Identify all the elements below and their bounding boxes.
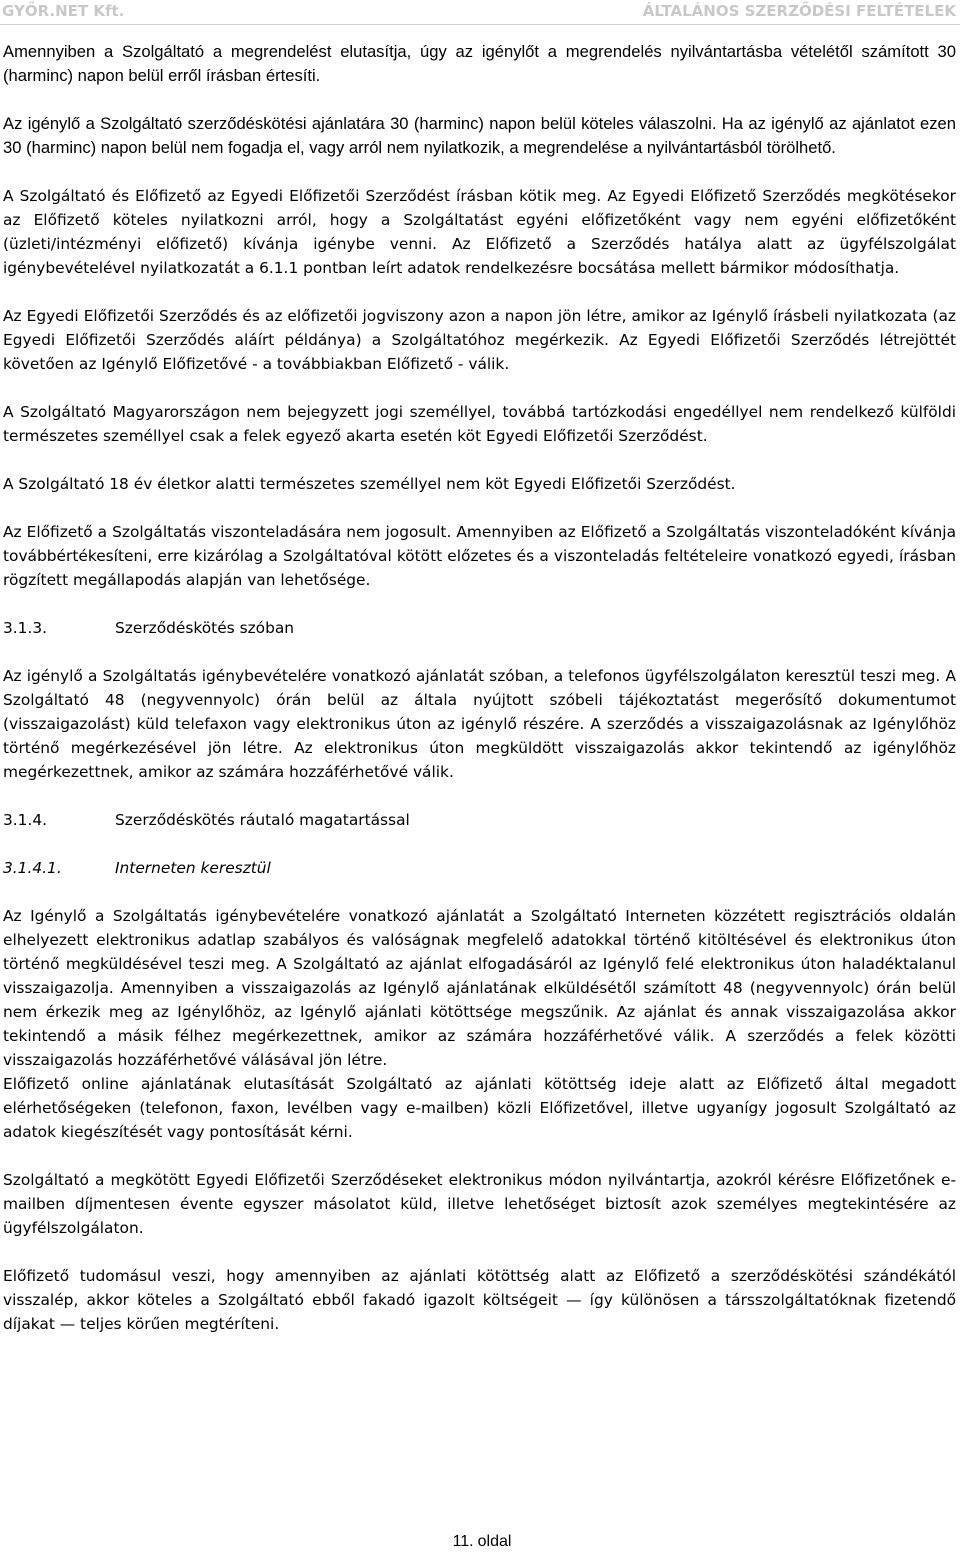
- page-footer: [0, 1533, 960, 1551]
- paragraph: Az Előfizető a Szolgáltatás viszonteladására nem jogosult. Amennyiben az Előfizető a Szolgáltatás viszonteladóként kívánja továbbértékesíteni, erre kizárólag a Szolgáltatóval kötött előzetes és a viszonteladás feltételeire vonatkozó egyedi, írásban rögzített megállapodás alapján van lehetősége.: [3, 523, 956, 589]
- paragraph: A Szolgáltató és Előfizető az Egyedi Előfizetői Szerződést írásban kötik meg. Az Egyedi Előfizető Szerződés megkötésekor az Előfizető köteles nyilatkozni arról, hogy a Szolgáltatást egyéni előfizetőként vagy nem egyéni előfizetőként (üzleti/intézményi előfizető) kívánja igénybe venni. Az Előfizető a Szerződés hatálya alatt az ügyfélszolgálat igénybevételével nyilatkozatát a 6.1.1 pontban leírt adatok rendelkezésre bocsátása mellett bármikor módosíthatja.: [3, 187, 956, 277]
- document-body: [3, 40, 956, 1360]
- section-number: 3.1.4.: [3, 811, 48, 829]
- paragraph: Az igénylő a Szolgáltatás igénybevételére vonatkozó ajánlatát szóban, a telefonos ügyfélszolgálaton keresztül teszi meg. A Szolgáltató 48 (negyvennyolc) órán belül az általa nyújtott szóbeli tájékoztatást megerősítő dokumentumot (visszaigazolást) küld telefaxon vagy elektronikus úton az igénylő részére. A szerződés a visszaigazolásnak az Igénylőhöz történő megérkezésével jön létre. Az elektronikus úton megküldött visszaigazolás akkor tekintendő az igénylőhöz megérkezettnek, amikor az számára hozzáférhetővé válik.: [3, 667, 956, 781]
- section-number: 3.1.4.1.: [3, 859, 62, 877]
- section-number: 3.1.3.: [3, 619, 48, 637]
- paragraph: A Szolgáltató 18 év életkor alatti természetes személlyel nem köt Egyedi Előfizetői Szerződést.: [3, 475, 736, 493]
- subsection-heading: [3, 856, 956, 880]
- section-heading: [3, 808, 956, 832]
- paragraph: Az igénylő a Szolgáltató szerződéskötési ajánlatára 30 (harminc) napon belül köteles válaszolni. Ha az igénylő az ajánlatot ezen 30 (harminc) napon belül nem fogadja el, vagy arról nem nyilatkozik, a megrendelése a nyilvántartásból törölhető.: [3, 114, 956, 157]
- company-name: GYŐR.NET Kft.: [2, 2, 125, 20]
- paragraph: Előfizető tudomásul veszi, hogy amennyiben az ajánlati kötöttség alatt az Előfizető a szerződéskötési szándékától visszalép, akkor köteles a Szolgáltató ebből fakadó igazolt költségeit — így különösen a társszolgáltatóknak fizetendő díjakat — teljes körűen megtéríteni.: [3, 1267, 956, 1333]
- page-header: [0, 0, 960, 25]
- paragraph: Az Egyedi Előfizetői Szerződés és az előfizetői jogviszony azon a napon jön létre, amikor az Igénylő írásbeli nyilatkozata (az Egyedi Előfizetői Szerződés aláírt példánya) a Szolgáltatóhoz megérkezik. Az Egyedi Előfizetői Szerződés létrejöttét követően az Igénylő Előfizetővé - a továbbiakban Előfizető - válik.: [3, 307, 956, 373]
- paragraph: Az Igénylő a Szolgáltatás igénybevételére vonatkozó ajánlatát a Szolgáltató Interneten közzétett regisztrációs oldalán elhelyezett elektronikus adatlap szabályos és valóságnak megfelelő adatokkal történő kitöltésével és elektronikus úton történő megküldésével teszi meg. A Szolgáltató az ajánlat elfogadásáról az Igénylő felé elektronikus úton haladéktalanul visszaigazolja. Amennyiben a visszaigazolás az Igénylő ajánlatának elküldésétől számított 48 (negyvennyolc) órán belül nem érkezik meg az Igénylőhöz, az Igénylő ajánlati kötöttsége megszűnik. Az ajánlat és annak visszaigazolása akkor tekintendő a másik félhez megérkezettnek, amikor az számára hozzáférhetővé válik. A szerződés a felek közötti visszaigazolás hozzáférhetővé válásával jön létre.: [3, 907, 956, 1069]
- section-title: Interneten keresztül: [115, 859, 271, 877]
- page-label: oldal: [477, 1533, 512, 1550]
- page-number: 11.: [452, 1533, 474, 1550]
- section-heading: [3, 616, 956, 640]
- paragraph: Szolgáltató a megkötött Egyedi Előfizetői Szerződéseket elektronikus módon nyilvántartja, azokról kérésre Előfizetőnek e-mailben díjmentesen évente egyszer másolatot küld, illetve lehetőséget biztosít azok személyes megtekintésére az ügyfélszolgálaton.: [3, 1171, 956, 1237]
- section-title: Szerződéskötés szóban: [115, 619, 295, 637]
- paragraph: Amennyiben a Szolgáltató a megrendelést elutasítja, úgy az igénylőt a megrendelés nyilvántartásba vételétől számított 30 (harminc) napon belül erről írásban értesíti.: [3, 42, 956, 85]
- section-title: Szerződéskötés ráutaló magatartással: [115, 811, 410, 829]
- paragraph: A Szolgáltató Magyarországon nem bejegyzett jogi személlyel, továbbá tartózkodási engedéllyel nem rendelkező külföldi természetes személlyel csak a felek egyező akarta esetén köt Egyedi Előfizetői Szerződést.: [3, 403, 956, 445]
- paragraph: Előfizető online ajánlatának elutasítását Szolgáltató az ajánlati kötöttség ideje alatt az Előfizető által megadott elérhetőségeken (telefonon, faxon, levélben vagy e-mailben) közli Előfizetővel, illetve ugyanígy jogosult Szolgáltató az adatok kiegészítését vagy pontosítását kérni.: [3, 1075, 956, 1141]
- document-title: ÁLTALÁNOS SZERZŐDÉSI FELTÉTELEK: [642, 2, 956, 20]
